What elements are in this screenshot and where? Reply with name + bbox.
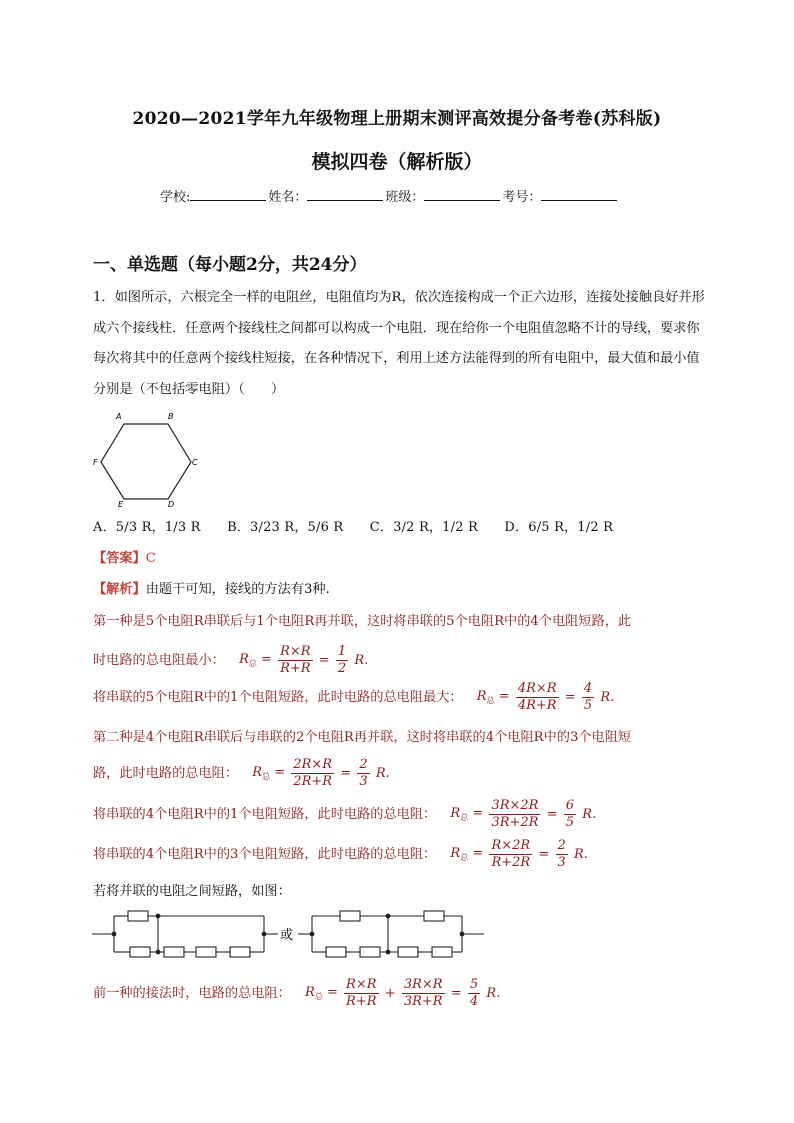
name-label: 姓名： [268, 190, 308, 205]
question-text: 1．如图所示，六根完全一样的电阻丝，电阻值均为R，依次连接构成一个正六边形，连接处接触良好并形成六个接线柱．任意两个接线柱之间都可以构成一个电阻．现在给你一个电阻值忽略不计的导线，要求你每次将其中的任意两个接线柱短接，在各种情况下，利用上述方法能得到的所有电阻中，最大值和最小值分别是（不包括零电阻）（ ） [93, 290, 705, 397]
resistor [424, 911, 444, 921]
document-title: 2020—2021学年九年级物理上册期末测评高效提分备考卷(苏科版) [132, 109, 662, 129]
formula-5: $R_总$ = $\frac{R\times 2R}{R+2R}$ = $\frac{2}{3}$ R. [450, 838, 588, 870]
analysis-p7-line [93, 977, 500, 1010]
resistor [432, 947, 452, 957]
school-label: 学校: [160, 190, 191, 205]
analysis-p1b-line [93, 644, 368, 677]
formula-2: $R_总$ = $\frac{4R\times R}{4R+R}$ = $\frac{4}{5}$ R. [476, 681, 615, 713]
analysis-p5-line [93, 838, 588, 871]
resistor [360, 947, 380, 957]
section-heading: 一、单选题（每小题2分，共24分） [93, 255, 367, 275]
vertex-label-c: C [192, 458, 198, 467]
analysis-p3: 第二种是4个电阻R串联后与串联的2个电阻R再并联，这时将串联的4个电阻R中的3个电阻短 [93, 730, 632, 745]
analysis-p4: 将串联的4个电阻R中的1个电阻短路，此时电路的总电阻： [93, 807, 437, 822]
analysis-p7: 前一种的接法时，电路的总电阻： [93, 986, 291, 1001]
analysis-p2-line [93, 681, 614, 714]
circuit-diagrams [92, 904, 492, 964]
resistor [398, 947, 418, 957]
school-blank[interactable] [190, 188, 266, 201]
formula-4: $R_总$ = $\frac{3R\times 2R}{3R+2R}$ = $\frac{6}{5}$ R. [450, 798, 597, 830]
answer-value: C [145, 551, 156, 566]
formula-1: $R_总$ = $\frac{R\times R}{R+R}$ = $\frac{1}{2}$ R. [239, 644, 369, 676]
resistor [128, 911, 148, 921]
vertex-label-e: E [118, 500, 124, 508]
vertex-label-f: F [93, 458, 98, 467]
document-subtitle: 模拟四卷（解析版） [311, 151, 483, 173]
analysis-p2: 将串联的5个电阻R中的1个电阻短路，此时电路的总电阻最大： [93, 690, 463, 705]
formula-6: $R_总$ = $\frac{R\times R}{R+R}$ + $\frac{3R\times R}{3R+R}$ = $\frac{5}{4}$ R. [305, 977, 501, 1009]
resistor [340, 911, 360, 921]
hexagon-figure [92, 408, 204, 508]
class-blank[interactable] [424, 188, 500, 201]
analysis-p6: 若将并联的电阻之间短路，如图： [93, 884, 291, 899]
or-label: 或 [280, 928, 294, 943]
class-label: 班级： [385, 190, 425, 205]
name-blank[interactable] [307, 188, 383, 201]
answer-label: 【答案】 [93, 551, 146, 566]
analysis-intro-line [93, 578, 330, 597]
analysis-p3b: 路，此时电路的总电阻： [93, 766, 239, 781]
resistor [196, 947, 216, 957]
formula-3: $R_总$ = $\frac{2R\times R}{2R+R}$ = $\frac{2}{3}$ R. [252, 757, 390, 789]
analysis-label: 【解析】 [93, 582, 146, 597]
vertex-label-a: A [116, 412, 122, 421]
exam-no-label: 考号： [502, 190, 542, 205]
analysis-p3b-line [93, 757, 390, 790]
resistor [164, 947, 184, 957]
resistor [326, 947, 346, 957]
analysis-intro: 由题干可知，接线的方法有3种. [145, 582, 330, 597]
analysis-p5: 将串联的4个电阻R中的3个电阻短路，此时电路的总电阻： [93, 847, 437, 862]
vertex-label-d: D [168, 500, 175, 508]
exam-no-blank[interactable] [541, 188, 617, 201]
analysis-p1b: 时电路的总电阻最小： [93, 653, 225, 668]
resistor [130, 947, 150, 957]
analysis-p4-line [93, 798, 596, 831]
answer-options: A．5/3 R，1/3 R B．3/23 R，5/6 R C．3/2 R，1/2 R D．6/5 R，1/2 R [93, 520, 614, 535]
hexagon-shape [101, 424, 191, 499]
student-info-line [160, 186, 619, 205]
vertex-label-b: B [168, 412, 174, 421]
analysis-p1: 第一种是5个电阻R串联后与1个电阻R再并联，这时将串联的5个电阻R中的4个电阻短路，此 [93, 614, 632, 629]
resistor [230, 947, 250, 957]
answer-line [93, 547, 156, 566]
